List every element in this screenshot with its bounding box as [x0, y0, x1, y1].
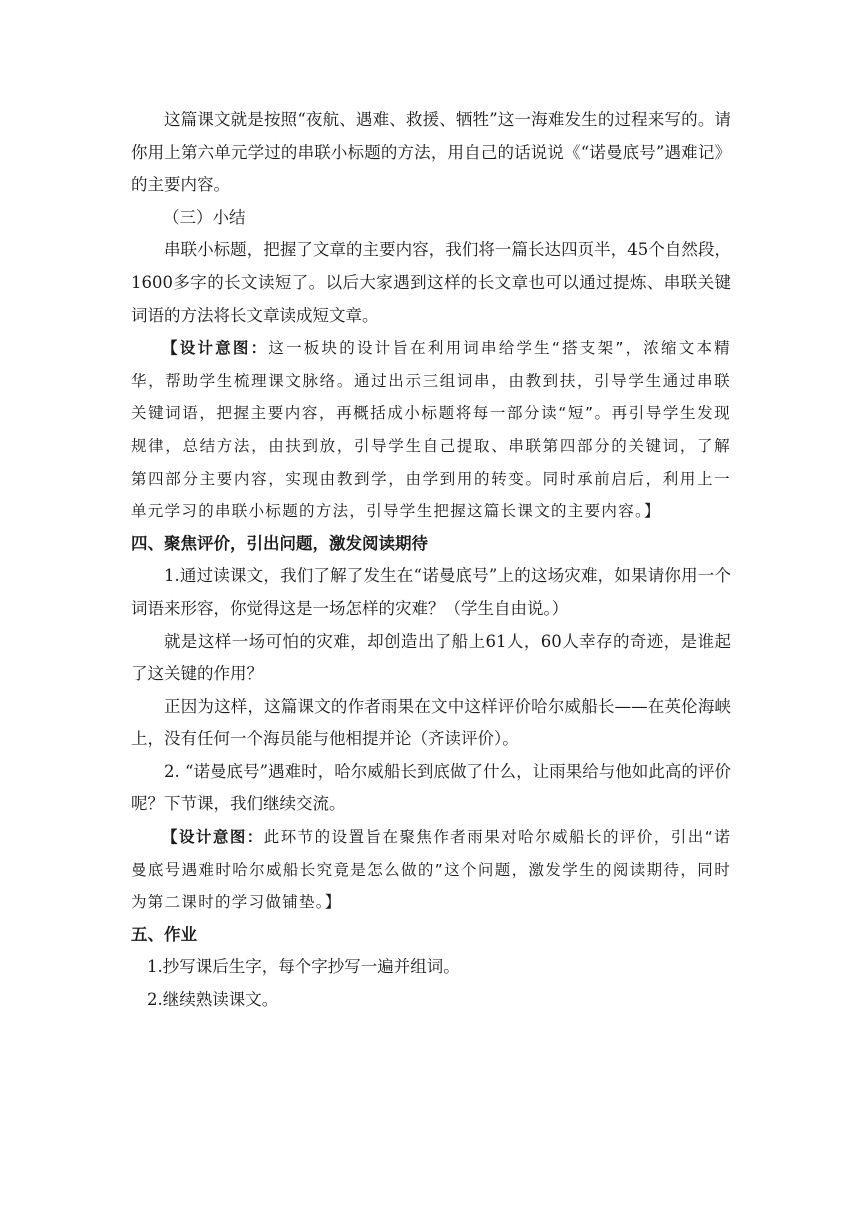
- design-intent-block: [131, 332, 731, 528]
- summary-title: （三）小结: [163, 207, 246, 227]
- question-paragraph: 2. “诺曼底号”遇难时，哈尔威船长到底做了什么，让雨果给与他如此高的评价呢？下节课，我们继续交流。: [131, 761, 731, 814]
- design-intent-label: 【设计意图：: [162, 339, 269, 358]
- section-heading: 四、聚焦评价，引出问题，激发阅读期待: [131, 533, 428, 553]
- lesson-paragraph: 就是这样一场可怕的灾难，却创造出了船上61人，60人幸存的奇迹，是谁起了这关键的作用？: [131, 631, 731, 684]
- design-intent-block: [131, 821, 731, 919]
- design-intent-text: 这一板块的设计旨在利用词串给学生“搭支架”，浓缩文本精华，帮助学生梳理课文脉络。通过出示三组词串，由教到扶，引导学生通过串联关键词语，把握主要内容，再概括成小标题将每一部分读“短”。再引导学生发现规律，总结方法，由扶到放，引导学生自己提取、串联第四部分的关键词，了解第四部分主要内容，实现由教到学，由学到用的转变。同时承前启后，利用上一单元学习的串联小标题的方法，引导学生把握这篇长课文的主要内容。】: [131, 339, 731, 521]
- section-heading: 五、作业: [131, 924, 197, 944]
- page-content: [131, 104, 731, 1017]
- homework-item: 2.继续熟读课文。: [147, 990, 279, 1010]
- summary-paragraph: 串联小标题，把握了文章的主要内容，我们将一篇长达四页半，45个自然段，1600多字的长文读短了。以后大家遇到这样的长文章也可以通过提炼、串联关键词语的方法将长文章读成短文章。: [131, 240, 731, 325]
- homework-item: 1.抄写课后生字，每个字抄写一遍并组词。: [147, 957, 460, 977]
- lesson-paragraph: 正因为这样，这篇课文的作者雨果在文中这样评价哈尔威船长——在英伦海峡上，没有任何一个海员能与他相提并论（齐读评价）。: [131, 696, 731, 749]
- lesson-paragraph: 这篇课文就是按照“夜航、遇难、救援、牺牲”这一海难发生的过程来写的。请你用上第六单元学过的串联小标题的方法，用自己的话说说《“诺曼底号”遇难记》的主要内容。: [131, 110, 731, 195]
- question-paragraph: 1.通过读课文，我们了解了发生在“诺曼底号”上的这场灾难，如果请你用一个词语来形容，你觉得这是一场怎样的灾难？（学生自由说。）: [131, 566, 731, 618]
- design-intent-label: 【设计意图：: [162, 828, 264, 847]
- design-intent-text: 此环节的设置旨在聚焦作者雨果对哈尔威船长的评价，引出“诺曼底号遇难时哈尔威船长究竟是怎么做的”这个问题，激发学生的阅读期待，同时为第二课时的学习做铺垫。】: [131, 828, 731, 912]
